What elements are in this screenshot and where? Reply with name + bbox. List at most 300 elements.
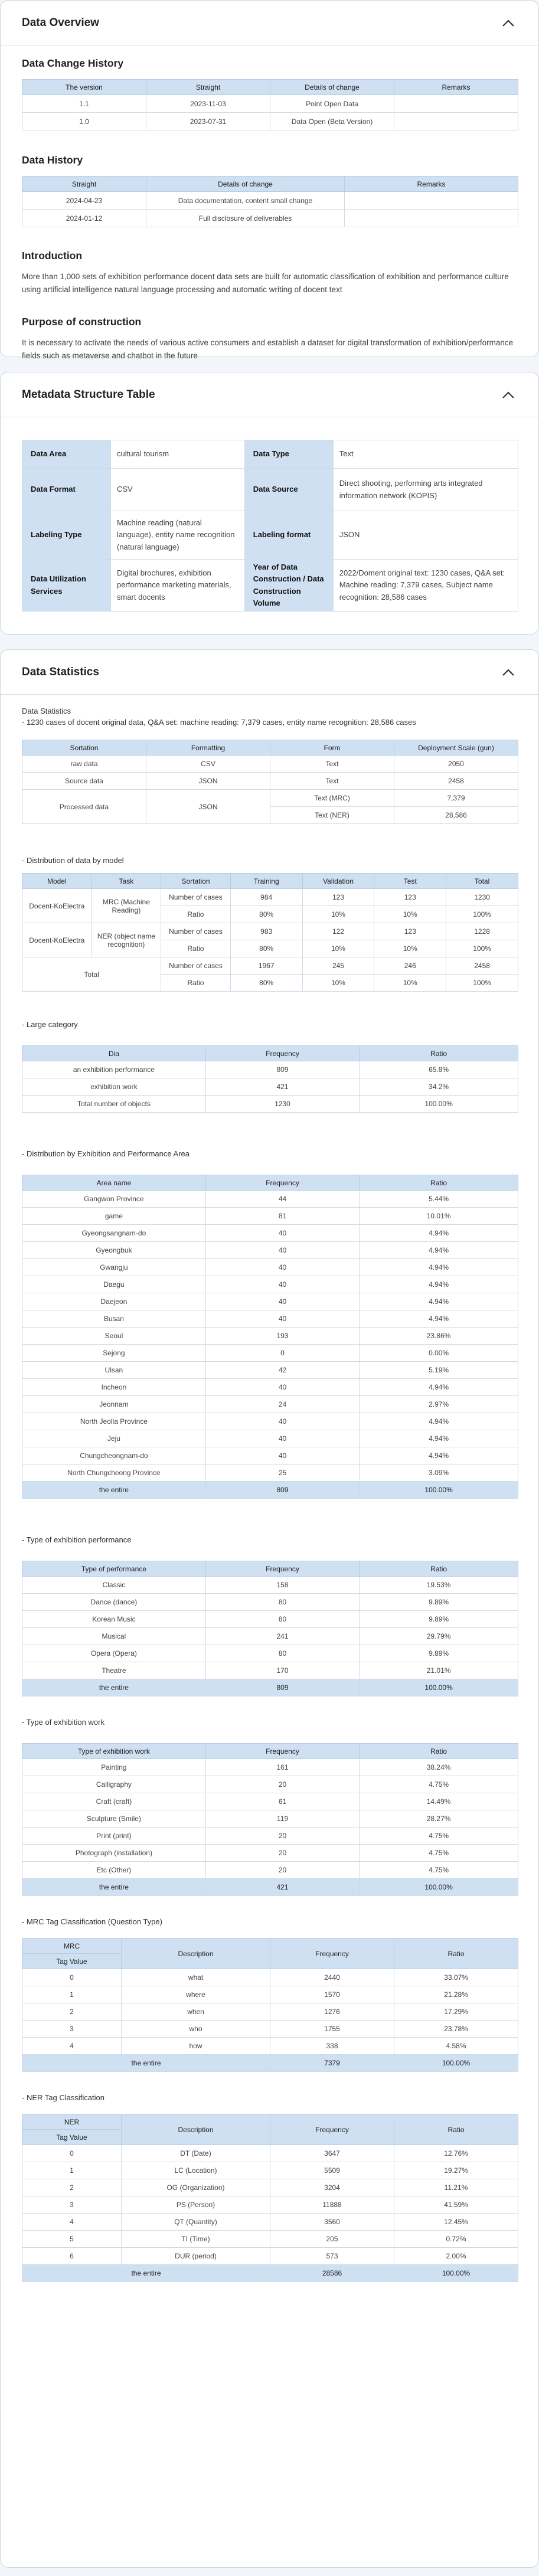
performance-type-title: - Type of exhibition performance <box>22 1535 132 1544</box>
table-row <box>22 1225 518 1242</box>
table-row <box>22 1362 518 1379</box>
table-cell <box>394 95 518 113</box>
work-type-title: - Type of exhibition work <box>22 1718 104 1727</box>
table-cell: Ulsan <box>22 1362 206 1379</box>
table-row <box>22 1594 518 1611</box>
table-row <box>22 923 518 940</box>
table-cell: 809 <box>205 1061 359 1078</box>
table-cell: Gangwon Province <box>22 1191 206 1208</box>
table-cell: 3 <box>22 2196 122 2214</box>
table-cell: Point Open Data <box>270 95 394 113</box>
table-cell: 4.75% <box>360 1845 518 1862</box>
table-cell: 19.27% <box>394 2162 518 2179</box>
table-cell: 80% <box>230 975 302 992</box>
table-cell: Dance (dance) <box>22 1594 206 1611</box>
table-cell: 2050 <box>394 756 518 773</box>
table-cell: 80 <box>205 1611 359 1628</box>
table-row <box>22 2248 518 2265</box>
table-cell: 421 <box>205 1879 359 1896</box>
chevron-up-icon[interactable] <box>499 666 517 678</box>
column-header: Task <box>92 874 161 889</box>
introduction-title: Introduction <box>22 250 83 261</box>
column-header: Area name <box>22 1175 206 1191</box>
table-cell: 4.94% <box>360 1259 518 1276</box>
table-cell: Craft (craft) <box>22 1793 206 1810</box>
value-cell: Direct shooting, performing arts integrated information network (KOPIS) <box>333 469 518 511</box>
table-cell: 123 <box>374 889 446 906</box>
table-cell: 24 <box>205 1396 359 1413</box>
table-cell: 10% <box>374 906 446 923</box>
change-history-title: Data Change History <box>22 57 124 69</box>
column-header: Frequency <box>205 1561 359 1577</box>
table-cell: 10.01% <box>360 1208 518 1225</box>
table-cell: 1228 <box>446 923 518 940</box>
model-distribution-title: - Distribution of data by model <box>22 856 124 865</box>
table-cell: 4.75% <box>360 1828 518 1845</box>
column-header: Description <box>122 1938 270 1969</box>
table-cell: Docent-KoElectra <box>22 889 92 923</box>
table-cell: 65.8% <box>360 1061 518 1078</box>
table-cell: 40 <box>205 1259 359 1276</box>
total-row <box>22 1679 518 1696</box>
table-cell: Painting <box>22 1759 206 1776</box>
scale-table <box>22 740 518 824</box>
table-cell: 170 <box>205 1662 359 1679</box>
table-cell: 2440 <box>270 1969 394 1986</box>
table-row <box>22 469 518 511</box>
data-history-title: Data History <box>22 154 83 166</box>
table-cell: Docent-KoElectra <box>22 923 92 957</box>
table-cell: 122 <box>302 923 374 940</box>
table-cell: 2 <box>22 2179 122 2196</box>
table-cell: 2023-11-03 <box>146 95 270 113</box>
column-header: NER <box>22 2114 122 2130</box>
table-cell: what <box>122 1969 270 1986</box>
table-cell: 2024-01-12 <box>22 210 146 227</box>
table-cell: JSON <box>146 790 270 824</box>
table-cell: Chungcheongnam-do <box>22 1447 206 1464</box>
table-cell: Number of cases <box>161 957 231 975</box>
model-distribution-table <box>22 873 518 992</box>
table-cell: Jeju <box>22 1430 206 1447</box>
table-cell: where <box>122 1986 270 2003</box>
table-header-row <box>22 1744 518 1759</box>
table-row <box>22 2162 518 2179</box>
table-cell: 38.24% <box>360 1759 518 1776</box>
table-cell: 41.59% <box>394 2196 518 2214</box>
table-row <box>22 95 518 113</box>
table-cell: Full disclosure of deliverables <box>146 210 345 227</box>
table-cell: 9.89% <box>360 1594 518 1611</box>
table-row <box>22 1969 518 1986</box>
value-cell: 2022/Doment original text: 1230 cases, Q&A set: Machine reading: 7,379 cases, Subject name recognition: 28,586 cases <box>333 560 518 612</box>
table-cell: 2023-07-31 <box>146 113 270 130</box>
column-header: Ratio <box>360 1744 518 1759</box>
table-cell: Theatre <box>22 1662 206 1679</box>
table-cell: 100.00% <box>360 1482 518 1499</box>
table-row <box>22 1430 518 1447</box>
table-header-row <box>22 874 518 889</box>
label-cell: Year of Data Construction / Data Construction Volume <box>244 560 333 612</box>
table-row <box>22 1191 518 1208</box>
table-cell: when <box>122 2003 270 2021</box>
table-cell: 25 <box>205 1464 359 1482</box>
column-header: Type of exhibition work <box>22 1744 206 1759</box>
table-cell: 28,586 <box>394 807 518 824</box>
table-row <box>22 1328 518 1345</box>
table-cell: 40 <box>205 1242 359 1259</box>
table-cell: 2458 <box>394 773 518 790</box>
table-cell: Number of cases <box>161 923 231 940</box>
table-cell: Daejeon <box>22 1293 206 1310</box>
table-cell: the entire <box>22 1482 206 1499</box>
table-cell: Data Open (Beta Version) <box>270 113 394 130</box>
panel-title: Data Overview <box>22 16 99 29</box>
column-header: Model <box>22 874 92 889</box>
table-row <box>22 1293 518 1310</box>
table-row <box>22 1413 518 1430</box>
ner-tag-table <box>22 2114 518 2282</box>
table-cell: 21.01% <box>360 1662 518 1679</box>
table-header-row <box>22 1175 518 1191</box>
table-cell: 1570 <box>270 1986 394 2003</box>
table-row <box>22 2145 518 2162</box>
table-row <box>22 1242 518 1259</box>
table-cell: game <box>22 1208 206 1225</box>
table-cell: 4.58% <box>394 2038 518 2055</box>
table-header-row <box>22 80 518 95</box>
label-cell: Data Utilization Services <box>22 560 111 612</box>
area-distribution-table <box>22 1175 518 1499</box>
table-row <box>22 2021 518 2038</box>
table-row <box>22 1628 518 1645</box>
table-cell: 12.45% <box>394 2214 518 2231</box>
table-cell: Opera (Opera) <box>22 1645 206 1662</box>
table-cell: NER (object name recognition) <box>92 923 161 957</box>
table-cell: 4.94% <box>360 1413 518 1430</box>
column-header: Frequency <box>205 1744 359 1759</box>
table-row <box>22 440 518 469</box>
table-cell: 0 <box>22 1969 122 1986</box>
table-cell: exhibition work <box>22 1078 206 1096</box>
label-cell: Labeling format <box>244 511 333 560</box>
table-cell: 2458 <box>446 957 518 975</box>
table-cell: 10% <box>302 975 374 992</box>
table-cell: who <box>122 2021 270 2038</box>
table-cell: 0.00% <box>360 1345 518 1362</box>
table-row <box>22 1276 518 1293</box>
table-cell: 40 <box>205 1413 359 1430</box>
purpose-text: It is necessary to activate the needs of various active consumers and establish a dataset for digital transformation of exhibition/performance fields such as metaverse and chatbot in the future <box>22 338 514 360</box>
table-cell: DUR (period) <box>122 2248 270 2265</box>
table-cell: 81 <box>205 1208 359 1225</box>
column-header: Straight <box>146 80 270 95</box>
panel-title: Data Statistics <box>22 665 99 678</box>
label-cell: Labeling Type <box>22 511 111 560</box>
table-cell: 11888 <box>270 2196 394 2214</box>
table-cell: Source data <box>22 773 146 790</box>
table-row <box>22 1379 518 1396</box>
table-cell: 2024-04-23 <box>22 192 146 210</box>
table-row <box>22 2196 518 2214</box>
panel-header <box>1 650 538 695</box>
table-cell: 100% <box>446 940 518 957</box>
table-row <box>22 1447 518 1464</box>
total-row <box>22 2265 518 2282</box>
column-header: Frequency <box>205 1046 359 1061</box>
statistics-summary: - 1230 cases of docent original data, Q&A set: machine reading: 7,379 cases, entity name recognition: 28,586 cases <box>22 718 416 727</box>
table-cell: Data documentation, content small change <box>146 192 345 210</box>
table-cell: 20 <box>205 1845 359 1862</box>
table-cell: 100.00% <box>360 1679 518 1696</box>
table-cell: 80% <box>230 940 302 957</box>
table-row <box>22 1810 518 1828</box>
table-row <box>22 756 518 773</box>
table-cell: 40 <box>205 1310 359 1328</box>
column-header: Deployment Scale (gun) <box>394 740 518 756</box>
table-cell: CSV <box>146 756 270 773</box>
column-header: The version <box>22 80 146 95</box>
table-cell: 80 <box>205 1594 359 1611</box>
table-cell: Print (print) <box>22 1828 206 1845</box>
table-cell: 1230 <box>205 1096 359 1113</box>
table-cell: DT (Date) <box>122 2145 270 2162</box>
table-cell: 123 <box>302 889 374 906</box>
table-row <box>22 1577 518 1594</box>
column-header: Sortation <box>161 874 231 889</box>
table-cell: 3.09% <box>360 1464 518 1482</box>
table-cell: 42 <box>205 1362 359 1379</box>
column-header: Ratio <box>394 1938 518 1969</box>
table-cell: 573 <box>270 2248 394 2265</box>
table-row <box>22 1662 518 1679</box>
table-cell: 40 <box>205 1430 359 1447</box>
metadata-table <box>22 440 518 612</box>
table-cell: Sculpture (Smile) <box>22 1810 206 1828</box>
table-cell: QT (Quantity) <box>122 2214 270 2231</box>
table-cell: 6 <box>22 2248 122 2265</box>
table-cell: 4.94% <box>360 1242 518 1259</box>
table-cell: 100.00% <box>360 1096 518 1113</box>
table-cell: 20 <box>205 1862 359 1879</box>
table-cell: 10% <box>374 975 446 992</box>
table-row <box>22 773 518 790</box>
introduction-text: More than 1,000 sets of exhibition performance docent data sets are built for automatic classification of exhibition and performance culture using artificial intelligence natural language processing and automatic writing of docent text <box>22 272 509 294</box>
table-row <box>22 1208 518 1225</box>
table-cell: 34.2% <box>360 1078 518 1096</box>
column-header: Frequency <box>205 1175 359 1191</box>
table-row <box>22 1345 518 1362</box>
table-cell: the entire <box>22 2265 270 2282</box>
table-cell: 4.94% <box>360 1447 518 1464</box>
table-cell: 80 <box>205 1645 359 1662</box>
table-cell: 205 <box>270 2231 394 2248</box>
chevron-up-icon[interactable] <box>499 17 517 29</box>
table-cell: 1967 <box>230 957 302 975</box>
table-cell: 7,379 <box>394 790 518 807</box>
table-cell: raw data <box>22 756 146 773</box>
column-header: MRC <box>22 1938 122 1954</box>
table-row <box>22 1759 518 1776</box>
table-row <box>22 1096 518 1113</box>
column-header: Description <box>122 2114 270 2145</box>
change-history-table <box>22 79 518 130</box>
table-row <box>22 1464 518 1482</box>
table-cell: 10% <box>374 940 446 957</box>
column-header: Tag Value <box>22 1954 122 1969</box>
column-header: Ratio <box>394 2114 518 2145</box>
table-cell: 161 <box>205 1759 359 1776</box>
table-row <box>22 957 518 975</box>
table-cell: Ratio <box>161 906 231 923</box>
table-cell: 10% <box>302 906 374 923</box>
table-row <box>22 2038 518 2055</box>
table-cell: 5 <box>22 2231 122 2248</box>
panel-header <box>1 1 538 45</box>
panel-title: Metadata Structure Table <box>22 388 155 401</box>
table-cell: 28.27% <box>360 1810 518 1828</box>
table-cell: 1 <box>22 1986 122 2003</box>
table-cell: North Chungcheong Province <box>22 1464 206 1482</box>
table-cell: Seoul <box>22 1328 206 1345</box>
table-cell: 158 <box>205 1577 359 1594</box>
table-cell: Daegu <box>22 1276 206 1293</box>
column-header: Formatting <box>146 740 270 756</box>
table-cell: Photograph (installation) <box>22 1845 206 1862</box>
table-cell: 245 <box>302 957 374 975</box>
table-row <box>22 1611 518 1628</box>
table-cell: 7379 <box>270 2055 394 2072</box>
table-cell: 2 <box>22 2003 122 2021</box>
table-cell: Gyeongbuk <box>22 1242 206 1259</box>
table-cell: 809 <box>205 1679 359 1696</box>
table-cell: the entire <box>22 2055 270 2072</box>
column-header: Ratio <box>360 1561 518 1577</box>
table-cell: 14.49% <box>360 1793 518 1810</box>
table-cell: Ratio <box>161 975 231 992</box>
table-row <box>22 560 518 612</box>
chevron-up-icon[interactable] <box>499 389 517 401</box>
table-cell: Sejong <box>22 1345 206 1362</box>
table-row <box>22 1396 518 1413</box>
table-cell: 29.79% <box>360 1628 518 1645</box>
table-cell: 3204 <box>270 2179 394 2196</box>
data-history-table <box>22 176 518 227</box>
table-cell <box>345 210 518 227</box>
table-cell: 12.76% <box>394 2145 518 2162</box>
table-row <box>22 2179 518 2196</box>
table-cell: 9.89% <box>360 1645 518 1662</box>
table-cell <box>345 192 518 210</box>
mrc-tag-table <box>22 1938 518 2072</box>
table-cell: 100% <box>446 975 518 992</box>
table-cell: 338 <box>270 2038 394 2055</box>
table-cell: Total <box>22 957 161 992</box>
column-header: Training <box>230 874 302 889</box>
table-cell: 0.72% <box>394 2231 518 2248</box>
ner-tag-title: - NER Tag Classification <box>22 2093 104 2102</box>
table-cell: 17.29% <box>394 2003 518 2021</box>
table-cell: Calligraphy <box>22 1776 206 1793</box>
table-cell: 40 <box>205 1225 359 1242</box>
table-cell: the entire <box>22 1679 206 1696</box>
large-category-table <box>22 1045 518 1113</box>
table-cell: 80% <box>230 906 302 923</box>
column-header: Frequency <box>270 1938 394 1969</box>
table-cell: Text (MRC) <box>270 790 394 807</box>
column-header: Details of change <box>270 80 394 95</box>
metadata-panel <box>0 372 539 635</box>
column-header: Frequency <box>270 2114 394 2145</box>
column-header: Total <box>446 874 518 889</box>
table-cell: Text <box>270 756 394 773</box>
table-cell: Incheon <box>22 1379 206 1396</box>
table-cell: 40 <box>205 1293 359 1310</box>
table-header-row <box>22 176 518 192</box>
value-cell: Digital brochures, exhibition performance marketing materials, smart docents <box>111 560 245 612</box>
table-cell: LC (Location) <box>122 2162 270 2179</box>
table-row <box>22 1645 518 1662</box>
table-header-row <box>22 1938 518 1954</box>
table-cell: 4.94% <box>360 1225 518 1242</box>
large-category-title: - Large category <box>22 1020 78 1029</box>
table-row <box>22 1310 518 1328</box>
table-cell: 100.00% <box>360 1879 518 1896</box>
table-row <box>22 1986 518 2003</box>
table-cell: 23.78% <box>394 2021 518 2038</box>
table-cell: OG (Organization) <box>122 2179 270 2196</box>
table-cell: 5.19% <box>360 1362 518 1379</box>
column-header: Ratio <box>360 1046 518 1061</box>
performance-type-table <box>22 1561 518 1696</box>
table-cell: Jeonnam <box>22 1396 206 1413</box>
value-cell: Machine reading (natural language), entity name recognition (natural language) <box>111 511 245 560</box>
value-cell: CSV <box>111 469 245 511</box>
column-header: Type of performance <box>22 1561 206 1577</box>
table-cell: 19.53% <box>360 1577 518 1594</box>
panel-header <box>1 372 538 417</box>
table-cell: 1755 <box>270 2021 394 2038</box>
table-cell: 119 <box>205 1810 359 1828</box>
table-cell: 100% <box>446 906 518 923</box>
table-cell: 421 <box>205 1078 359 1096</box>
data-overview-panel <box>0 0 539 360</box>
table-row <box>22 2214 518 2231</box>
table-cell: 33.07% <box>394 1969 518 1986</box>
table-cell: 3647 <box>270 2145 394 2162</box>
table-cell: 0 <box>22 2145 122 2162</box>
table-cell: 100.00% <box>394 2265 518 2282</box>
table-cell: TI (Time) <box>122 2231 270 2248</box>
table-header-row <box>22 1561 518 1577</box>
work-type-table <box>22 1743 518 1896</box>
column-header: Remarks <box>345 176 518 192</box>
column-header: Test <box>374 874 446 889</box>
table-cell: 123 <box>374 923 446 940</box>
table-cell: 100.00% <box>394 2055 518 2072</box>
column-header: Straight <box>22 176 146 192</box>
table-cell: 809 <box>205 1482 359 1499</box>
table-cell: 193 <box>205 1328 359 1345</box>
table-cell: 1276 <box>270 2003 394 2021</box>
table-row <box>22 1828 518 1845</box>
table-cell: MRC (Machine Reading) <box>92 889 161 923</box>
table-cell: Gyeongsangnam-do <box>22 1225 206 1242</box>
table-cell: JSON <box>146 773 270 790</box>
area-distribution-title: - Distribution by Exhibition and Performance Area <box>22 1149 190 1158</box>
label-cell: Data Source <box>244 469 333 511</box>
table-row <box>22 192 518 210</box>
